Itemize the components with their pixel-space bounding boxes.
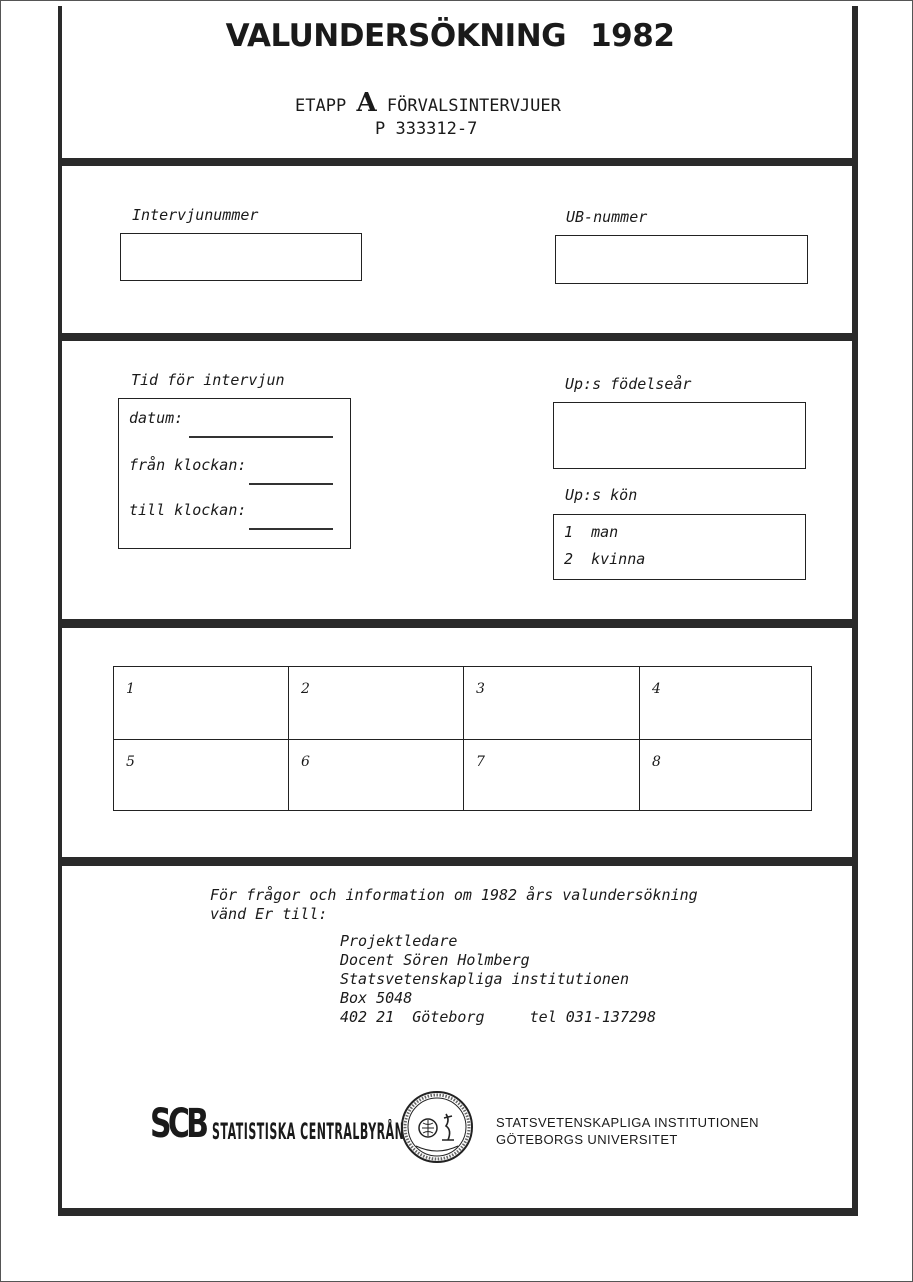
interview-time-box [118, 398, 351, 549]
cell-number: 6 [301, 754, 310, 770]
option-code: 1 [564, 523, 574, 541]
cell-number: 5 [126, 754, 135, 770]
grid-cell-3[interactable] [463, 666, 640, 740]
ub-number-field[interactable] [555, 235, 808, 284]
interview-number-label: Intervjunummer [132, 206, 259, 224]
from-time-label: från klockan: [129, 456, 247, 474]
grid-cell-5[interactable] [113, 739, 289, 811]
contact-intro-line2: vänd Er till: [210, 905, 328, 923]
section-divider [58, 857, 858, 866]
contact-role: Projektledare [340, 932, 458, 950]
cell-number: 1 [126, 681, 135, 697]
gender-options-box [553, 514, 806, 580]
interview-time-label: Tid för intervjun [131, 371, 285, 389]
date-label: datum: [129, 409, 184, 427]
grid-cell-8[interactable] [639, 739, 812, 811]
contact-phone: tel 031-137298 [529, 1008, 657, 1026]
contact-box: Box 5048 [340, 989, 413, 1007]
cell-number: 4 [652, 681, 661, 697]
section-divider [58, 333, 858, 341]
scb-name: STATISTISKA CENTRALBYRÅN [212, 1120, 405, 1145]
option-label: kvinna [591, 550, 646, 568]
ub-number-label: UB-nummer [566, 208, 648, 226]
grid-cell-4[interactable] [639, 666, 812, 740]
interview-number-field[interactable] [120, 233, 362, 281]
contact-name: Docent Sören Holmberg [340, 951, 530, 969]
contact-city: Göteborg [412, 1008, 485, 1026]
from-time-field[interactable] [249, 483, 333, 485]
grid-cell-2[interactable] [288, 666, 464, 740]
section-divider [58, 619, 858, 628]
title-year: 1982 [590, 18, 675, 54]
university-seal-icon [400, 1090, 474, 1164]
cell-number: 7 [476, 754, 485, 770]
form-title [60, 18, 840, 54]
cell-number: 3 [476, 681, 485, 697]
option-code: 2 [564, 550, 574, 568]
stage-line [295, 88, 561, 118]
project-code: P 333312-7 [375, 119, 478, 139]
section-divider [58, 158, 858, 166]
grid-cell-7[interactable] [463, 739, 640, 811]
contact-intro-line1: För frågor och information om 1982 års valundersökning [210, 886, 698, 904]
institution-block [496, 1114, 759, 1148]
option-label: man [591, 523, 619, 541]
birth-year-label: Up:s födelseår [565, 375, 692, 393]
date-field[interactable] [189, 436, 333, 438]
gender-option-man[interactable] [564, 523, 618, 541]
cell-number: 8 [652, 754, 661, 770]
cell-number: 2 [301, 681, 310, 697]
stage-suffix: FÖRVALSINTERVJUER [386, 96, 561, 116]
form-frame [58, 6, 858, 1216]
contact-department: Statsvetenskapliga institutionen [340, 970, 629, 988]
institution-line1: STATSVETENSKAPLIGA INSTITUTIONEN [496, 1115, 759, 1130]
institution-line2: GÖTEBORGS UNIVERSITET [496, 1132, 678, 1147]
contact-postal-code: 402 21 [340, 1008, 395, 1026]
birth-year-field[interactable] [553, 402, 806, 469]
gender-option-woman[interactable] [564, 550, 645, 568]
scb-logo: SCB [150, 1101, 206, 1147]
stage-letter: A [356, 88, 377, 118]
contact-address-line [340, 1008, 656, 1026]
stage-prefix: ETAPP [295, 96, 347, 116]
to-time-field[interactable] [249, 528, 333, 530]
to-time-label: till klockan: [129, 501, 247, 519]
title-text: VALUNDERSÖKNING [225, 18, 567, 54]
grid-cell-6[interactable] [288, 739, 464, 811]
grid-cell-1[interactable] [113, 666, 289, 740]
gender-label: Up:s kön [565, 486, 638, 504]
